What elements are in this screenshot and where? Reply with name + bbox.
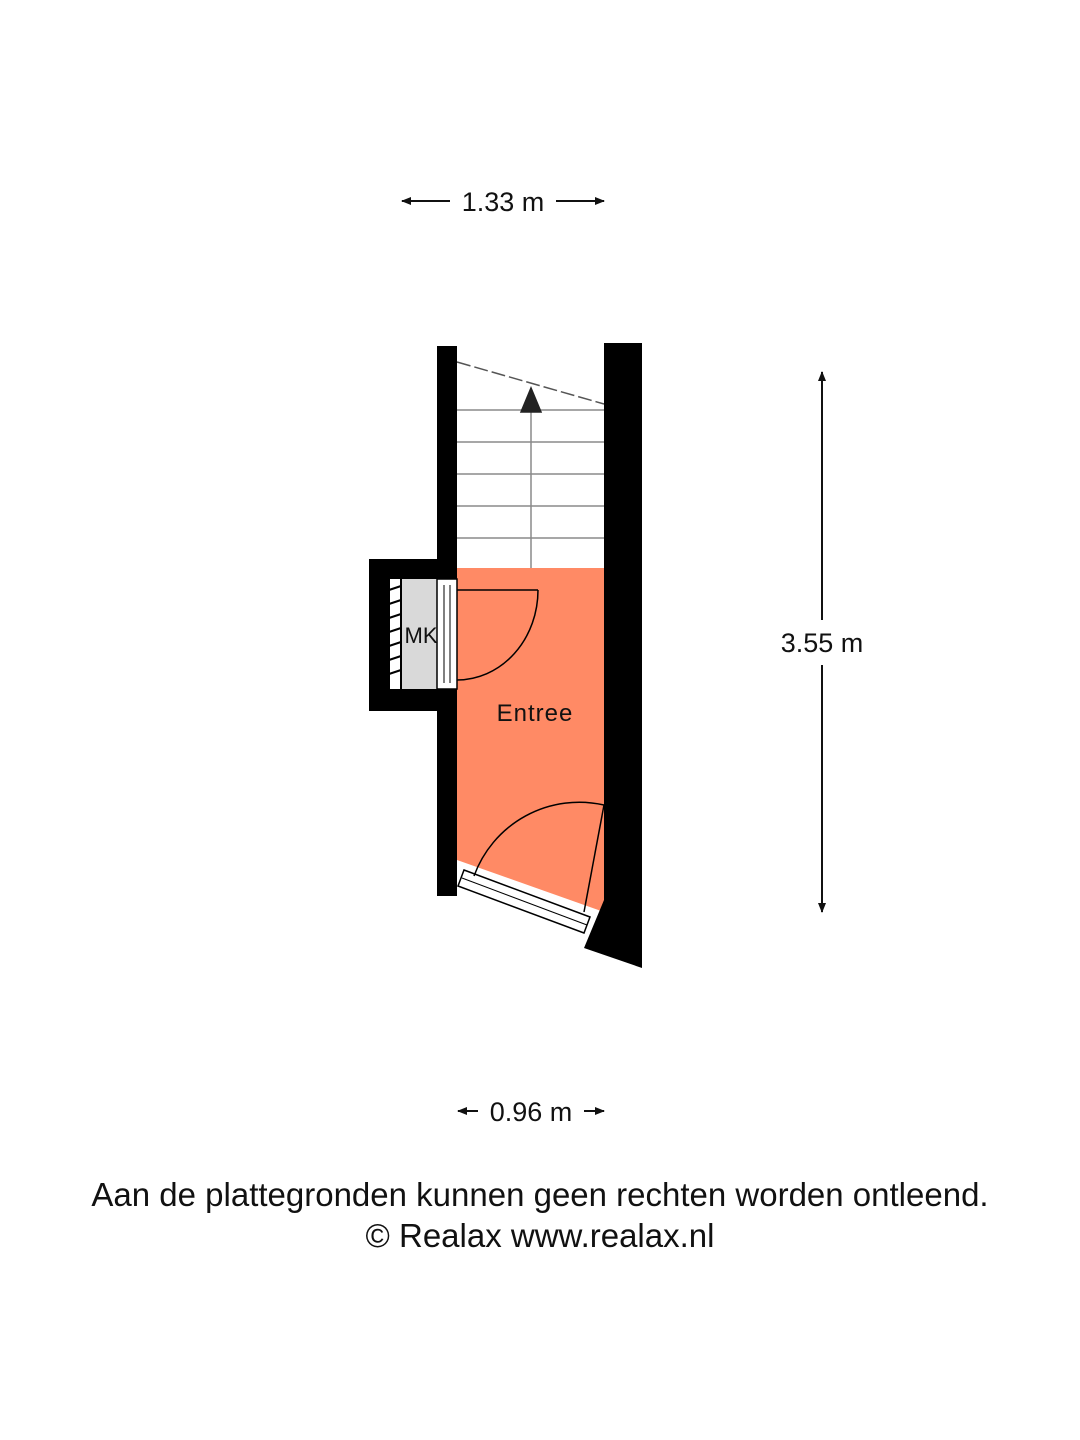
copyright-text: © Realax www.realax.nl <box>365 1217 715 1254</box>
left-wall-lower <box>437 700 457 896</box>
top-dimension <box>402 187 604 217</box>
staircase <box>457 362 604 568</box>
right-wall <box>604 343 642 912</box>
left-wall <box>437 346 457 568</box>
mk-shelves <box>389 579 401 689</box>
mk-wall-bottom <box>369 689 457 711</box>
right-wall-bottom <box>584 900 642 968</box>
top-dimension-label: 1.33 m <box>461 187 545 217</box>
right-dimension-label: 3.55 m <box>780 628 864 658</box>
disclaimer-text: Aan de plattegronden kunnen geen rechten worden ontleend. <box>91 1176 989 1213</box>
entree-room <box>457 568 604 912</box>
bottom-dimension <box>458 1097 604 1127</box>
mk-wall-left <box>369 559 389 711</box>
room-label-mk: MK <box>404 623 438 648</box>
bottom-dimension-label: 0.96 m <box>489 1097 573 1127</box>
right-dimension <box>781 372 864 912</box>
stair-direction-arrow <box>521 388 541 412</box>
room-label-entree: Entree <box>496 700 574 727</box>
